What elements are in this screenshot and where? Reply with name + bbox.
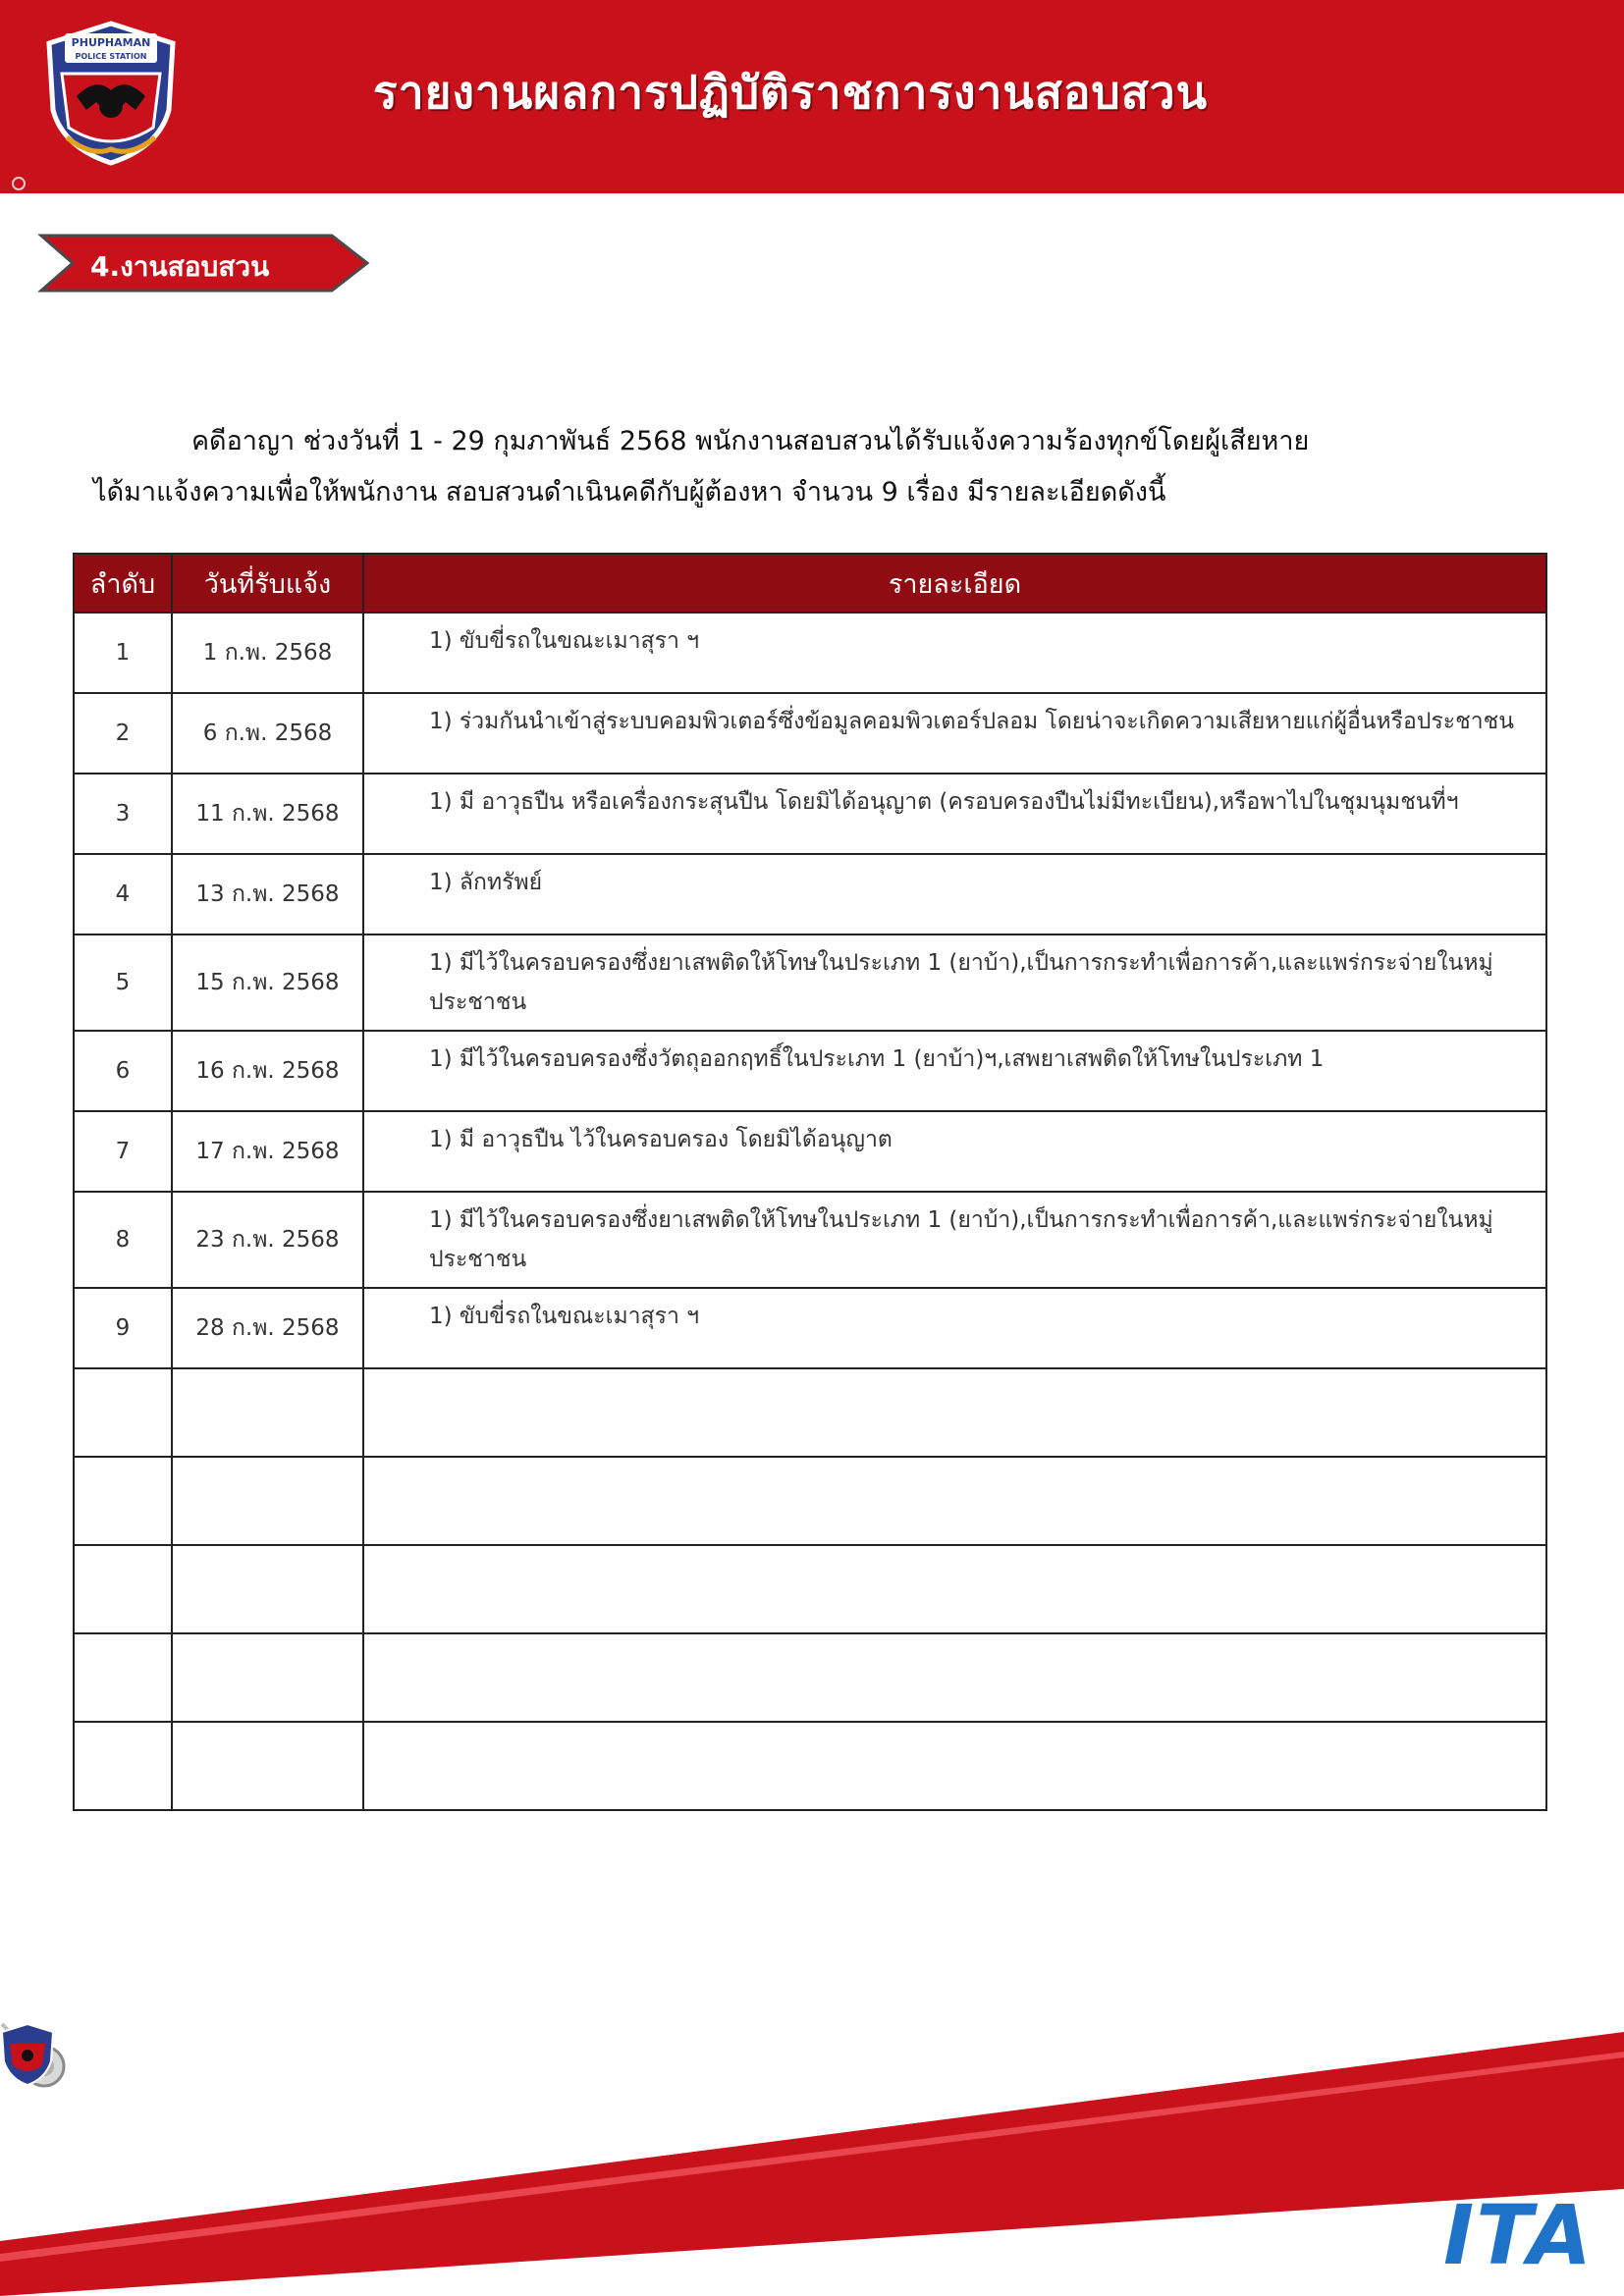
pin-icon: [12, 177, 26, 190]
cell-detail: 1) ขับขี่รถในขณะเมาสุรา ฯ: [363, 1288, 1546, 1368]
table-body: [74, 613, 1546, 1810]
empty-table-row: [74, 1545, 1546, 1633]
intro-line-1: คดีอาญา ช่วงวันที่ 1 - 29 กุมภาพันธ์ 2568 พนักงานสอบสวนได้รับแจ้งความร้องทุกข์โดยผู้เสียหาย: [191, 426, 1310, 456]
section-label: 4.งานสอบสวน: [90, 250, 270, 283]
empty-cell: [172, 1368, 363, 1457]
cell-date: 15 ก.พ. 2568: [172, 934, 363, 1031]
cell-date: 17 ก.พ. 2568: [172, 1111, 363, 1192]
header-date: วันที่รับแจ้ง: [172, 554, 363, 613]
cell-detail: 1) มีไว้ในครอบครองซึ่งยาเสพติดให้โทษในประเภท 1 (ยาบ้า),เป็นการกระทำเพื่อการค้า,และแพร่กระจ่ายในหมู่ประชาชน: [363, 1192, 1546, 1288]
cell-date: 6 ก.พ. 2568: [172, 693, 363, 774]
cell-detail: 1) มีไว้ในครอบครองซึ่งวัตถุออกฤทธิ์ในประเภท 1 (ยาบ้า)ฯ,เสพยาเสพติดให้โทษในประเภท 1: [363, 1031, 1546, 1111]
empty-cell: [74, 1457, 172, 1545]
cell-date: 13 ก.พ. 2568: [172, 854, 363, 934]
cell-detail: 1) มีไว้ในครอบครองซึ่งยาเสพติดให้โทษในประเภท 1 (ยาบ้า),เป็นการกระทำเพื่อการค้า,และแพร่กระจ่ายในหมู่ประชาชน: [363, 934, 1546, 1031]
footer-red-band: [0, 2022, 1624, 2296]
section-tag: [37, 232, 371, 294]
footer: [0, 2022, 1624, 2296]
cell-detail: 1) ขับขี่รถในขณะเมาสุรา ฯ: [363, 613, 1546, 693]
empty-cell: [363, 1368, 1546, 1457]
empty-cell: [172, 1722, 363, 1810]
police-badge-icon: [0, 2022, 55, 2087]
header-banner: [0, 0, 1624, 193]
empty-cell: [74, 1545, 172, 1633]
cell-date: 23 ก.พ. 2568: [172, 1192, 363, 1288]
table-row: [74, 693, 1546, 774]
empty-cell: [363, 1722, 1546, 1810]
empty-cell: [172, 1457, 363, 1545]
cell-no: 4: [74, 854, 172, 934]
table-row: [74, 854, 1546, 934]
cell-no: 3: [74, 774, 172, 854]
empty-cell: [74, 1368, 172, 1457]
intro-line-2: ได้มาแจ้งความเพื่อให้พนักงาน สอบสวนดำเนินคดีกับผู้ต้องหา จำนวน 9 เรื่อง มีรายละเอียดดังนี้: [93, 477, 1166, 507]
empty-table-row: [74, 1457, 1546, 1545]
empty-cell: [363, 1633, 1546, 1722]
police-station-logo: [37, 20, 185, 167]
page-title: รายงานผลการปฏิบัติราชการงานสอบสวน: [373, 66, 1209, 119]
header-no: ลำดับ: [74, 554, 172, 613]
empty-cell: [363, 1457, 1546, 1545]
table-row: [74, 1031, 1546, 1111]
empty-cell: [172, 1545, 363, 1633]
cases-table: [73, 553, 1547, 1811]
cell-no: 9: [74, 1288, 172, 1368]
cell-no: 7: [74, 1111, 172, 1192]
cell-no: 6: [74, 1031, 172, 1111]
cell-no: 1: [74, 613, 172, 693]
cell-no: 8: [74, 1192, 172, 1288]
cell-detail: 1) มี อาวุธปืน ไว้ในครอบครอง โดยมิได้อนุญาต: [363, 1111, 1546, 1192]
table-row: [74, 613, 1546, 693]
header-detail: รายละเอียด: [363, 554, 1546, 613]
cell-date: 1 ก.พ. 2568: [172, 613, 363, 693]
ita-logo: ITA: [1443, 2187, 1595, 2283]
cell-detail: 1) มี อาวุธปืน หรือเครื่องกระสุนปืน โดยมิได้อนุญาต (ครอบครองปืนไม่มีทะเบียน),หรือพาไปในชุมนุมชนที่ฯ: [363, 774, 1546, 854]
cell-no: 2: [74, 693, 172, 774]
table-row: [74, 1192, 1546, 1288]
intro-paragraph: [93, 416, 1488, 518]
cell-date: 16 ก.พ. 2568: [172, 1031, 363, 1111]
empty-cell: [363, 1545, 1546, 1633]
logo-text-bottom: POLICE STATION: [75, 52, 147, 61]
table-row: [74, 774, 1546, 854]
cell-detail: 1) ลักทรัพย์: [363, 854, 1546, 934]
empty-table-row: [74, 1722, 1546, 1810]
empty-cell: [172, 1633, 363, 1722]
cell-detail: 1) ร่วมกันนำเข้าสู่ระบบคอมพิวเตอร์ซึ่งข้อมูลคอมพิวเตอร์ปลอม โดยน่าจะเกิดความเสียหายแก่ผู้อื่นหรือประชาชน: [363, 693, 1546, 774]
empty-cell: [74, 1633, 172, 1722]
cell-no: 5: [74, 934, 172, 1031]
table-header-row: [74, 554, 1546, 613]
logo-text-top: PHUPHAMAN: [71, 36, 151, 49]
cell-date: 11 ก.พ. 2568: [172, 774, 363, 854]
empty-cell: [74, 1722, 172, 1810]
table-row: [74, 1288, 1546, 1368]
table-row: [74, 1111, 1546, 1192]
table-row: [74, 934, 1546, 1031]
empty-table-row: [74, 1633, 1546, 1722]
empty-table-row: [74, 1368, 1546, 1457]
cell-date: 28 ก.พ. 2568: [172, 1288, 363, 1368]
